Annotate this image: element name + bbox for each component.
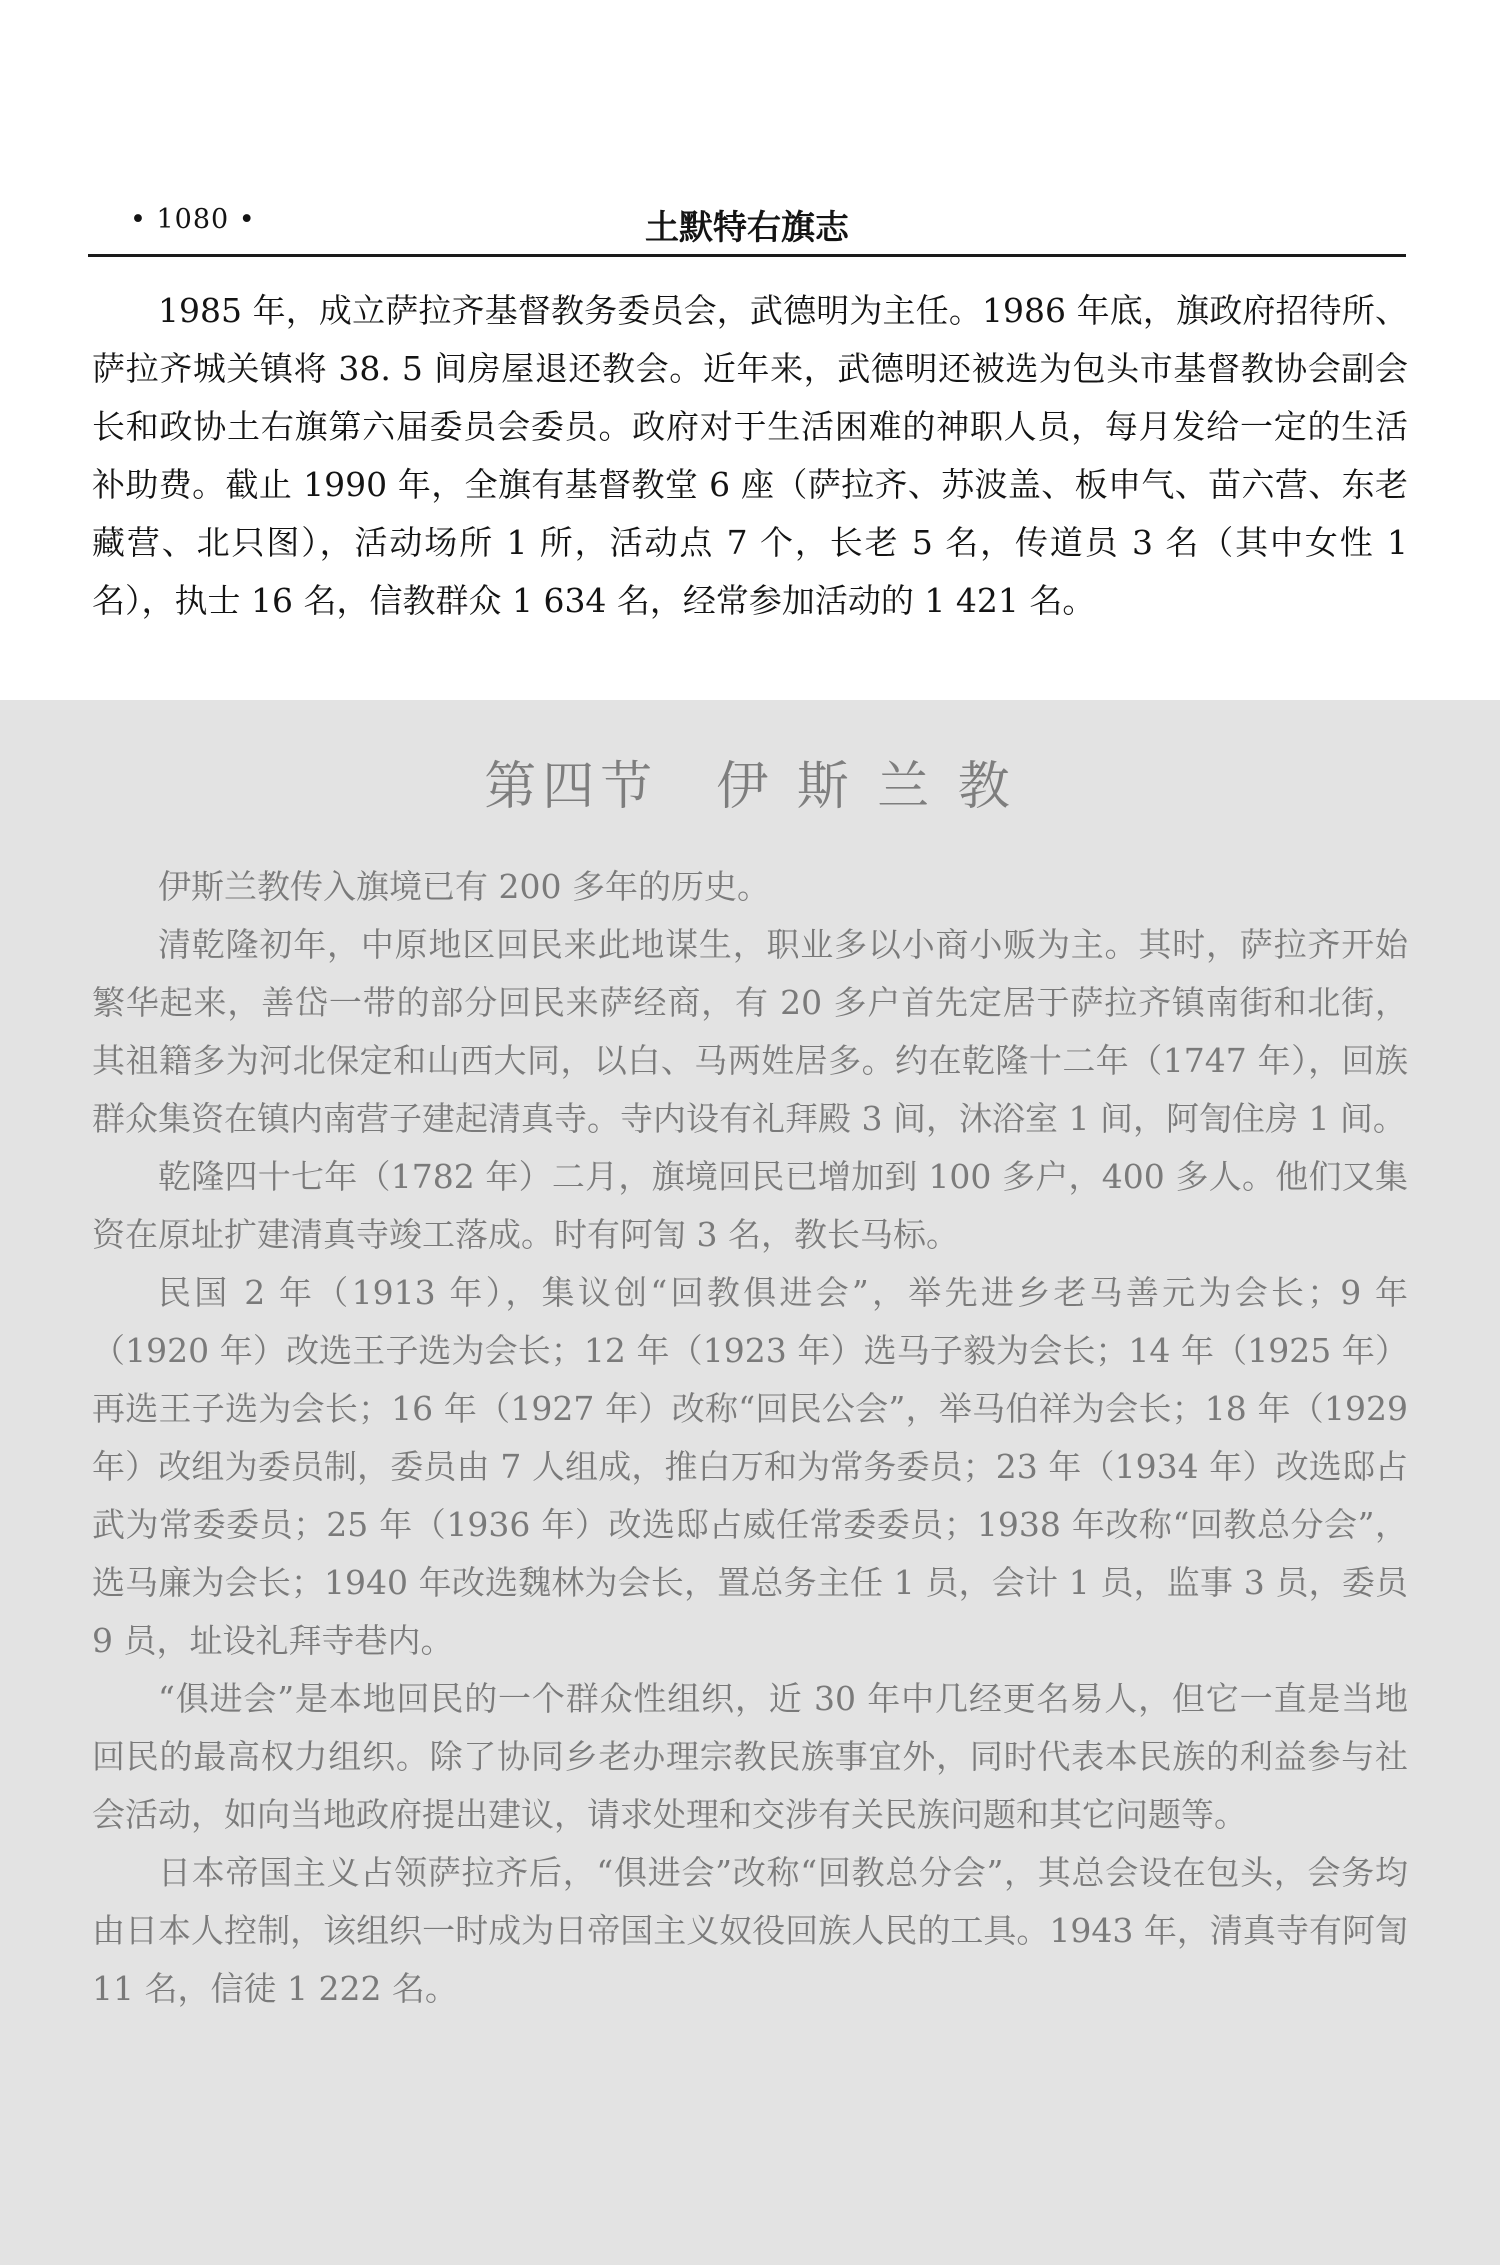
page-number: • 1080 •	[130, 204, 256, 235]
section-title: 第四节 伊 斯 兰 教	[484, 757, 1016, 817]
page-header	[88, 196, 1406, 256]
paragraph: 清乾隆初年，中原地区回民来此地谋生，职业多以小商小贩为主。其时，萨拉齐开始繁华起来，善岱一带的部分回民来萨经商，有 20 多户首先定居于萨拉齐镇南街和北街，其祖籍多为河北保定和山西大同，以白、马两姓居多。约在乾隆十二年（1747 年），回族群众集资在镇内南营子建起清真寺。寺内设有礼拜殿 3 间，沐浴室 1 间，阿訇住房 1 间。	[92, 925, 1408, 1138]
header-rule	[88, 254, 1406, 257]
paragraph: “俱进会”是本地回民的一个群众性组织，近 30 年中几经更名易人，但它一直是当地回民的最高权力组织。除了协同乡老办理宗教民族事宜外，同时代表本民族的利益参与社会活动，如向当地政府提出建议，请求处理和交涉有关民族问题和其它问题等。	[92, 1679, 1408, 1834]
book-title: 土默特右旗志	[645, 208, 849, 248]
paragraph: 日本帝国主义占领萨拉齐后，“俱进会”改称“回教总分会”，其总会设在包头，会务均由日本人控制，该组织一时成为日帝国主义奴役回族人民的工具。1943 年，清真寺有阿訇 11 名，信徒 1 222 名。	[92, 1853, 1408, 2008]
paragraph: 民国 2 年（1913 年），集议创“回教俱进会”，举先进乡老马善元为会长；9 年（1920 年）改选王子选为会长；12 年（1923 年）选马子毅为会长；14 年（1925 年）再选王子选为会长；16 年（1927 年）改称“回民公会”，举马伯祥为会长；18 年（1929 年）改组为委员制，委员由 7 人组成，推白万和为常务委员；23 年（1934 年）改选邸占武为常委委员；25 年（1936 年）改选邸占威任常委委员；1938 年改称“回教总分会”，选马廉为会长；1940 年改选魏林为会长，置总务主任 1 员，会计 1 员，监事 3 员，委员 9 员，址设礼拜寺巷内。	[92, 1273, 1408, 1660]
continued-text-block	[92, 282, 1408, 630]
paragraph: 1985 年，成立萨拉齐基督教务委员会，武德明为主任。1986 年底，旗政府招待所、萨拉齐城关镇将 38. 5 间房屋退还教会。近年来，武德明还被选为包头市基督教协会副会长和政协土右旗第六届委员会委员。政府对于生活困难的神职人员，每月发给一定的生活补助费。截止 1990 年，全旗有基督教堂 6 座（萨拉齐、苏波盖、板申气、苗六营、东老藏营、北只图），活动场所 1 所，活动点 7 个，长老 5 名，传道员 3 名（其中女性 1 名），执士 16 名，信教群众 1 634 名，经常参加活动的 1 421 名。	[92, 291, 1408, 620]
section-islam	[0, 700, 1500, 2265]
paragraph: 乾隆四十七年（1782 年）二月，旗境回民已增加到 100 多户，400 多人。他们又集资在原址扩建清真寺竣工落成。时有阿訇 3 名，教长马标。	[92, 1157, 1408, 1254]
section-text-block	[92, 858, 1408, 2018]
paragraph: 伊斯兰教传入旗境已有 200 多年的历史。	[158, 867, 770, 906]
